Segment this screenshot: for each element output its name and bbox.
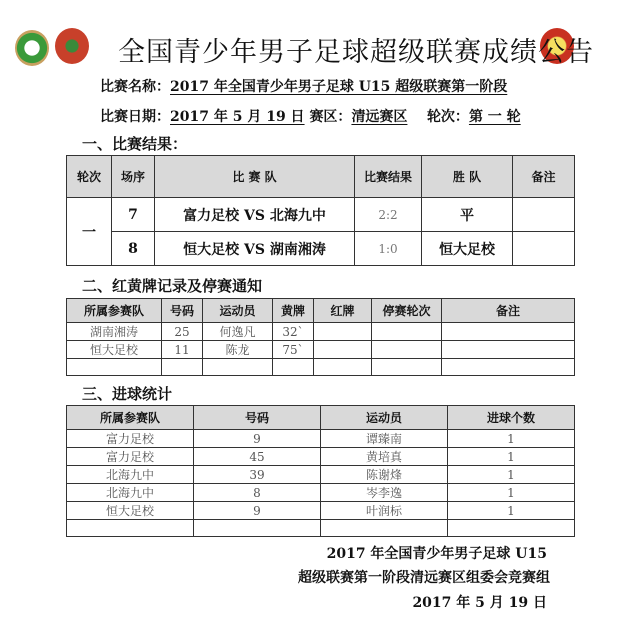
cell: 8: [112, 232, 155, 266]
table-row: [67, 323, 575, 341]
header-cell: 号码: [194, 406, 321, 430]
header-cell: 停赛轮次: [372, 299, 442, 323]
table-row: [67, 484, 575, 502]
page-title: 全国青少年男子足球超级联赛成绩公告: [118, 37, 594, 68]
round-cell: 一: [67, 198, 112, 266]
results-table: [66, 155, 575, 266]
cell: 1: [448, 466, 575, 484]
cell: [194, 520, 321, 537]
cell: [314, 323, 372, 341]
header-cell: 号码: [162, 299, 203, 323]
cell: 1: [448, 430, 575, 448]
cell: [273, 359, 314, 376]
cell: 叶润标: [321, 502, 448, 520]
cell: 75`: [273, 341, 314, 359]
cell: [314, 341, 372, 359]
cards-table: [66, 298, 575, 376]
section2-title: 二、红黄牌记录及停赛通知: [82, 277, 263, 295]
cell: 9: [194, 430, 321, 448]
header-cell: 运动员: [321, 406, 448, 430]
table-row: [67, 466, 575, 484]
date-value: 2017 年 5 月 19 日: [170, 109, 305, 125]
round-label: 轮次：: [426, 109, 469, 125]
cell: 9: [194, 502, 321, 520]
cell: 何逸凡: [203, 323, 273, 341]
header-cell: 备注: [513, 156, 575, 198]
cell: 谭臻南: [321, 430, 448, 448]
cell: 湖南湘涛: [67, 323, 162, 341]
cell: 平: [422, 198, 513, 232]
cell: [67, 520, 194, 537]
cell: [162, 359, 203, 376]
match-name-line: [100, 76, 507, 96]
table-row: [67, 198, 575, 232]
table-header-row: [67, 156, 575, 198]
header-cell: 所属参赛队: [67, 406, 194, 430]
header-cell: 所属参赛队: [67, 299, 162, 323]
cell: 陈龙: [203, 341, 273, 359]
table-row: [67, 520, 575, 537]
header-cell: 运动员: [203, 299, 273, 323]
cell: 北海九中: [67, 466, 194, 484]
header-cell: 比赛结果: [355, 156, 422, 198]
section3-title: 三、进球统计: [82, 385, 173, 403]
cell: [442, 341, 575, 359]
cell: 1: [448, 448, 575, 466]
round-value: 第 一 轮: [468, 109, 521, 125]
cell: 7: [112, 198, 155, 232]
cell: 1: [448, 484, 575, 502]
section1-title: 一、比赛结果：: [82, 135, 188, 153]
header-cell: 比 赛 队: [155, 156, 355, 198]
footer-line-1: 2017 年全国青少年男子足球 U15: [326, 546, 547, 562]
cell: [513, 198, 575, 232]
cell: 8: [194, 484, 321, 502]
header-cell: 红牌: [314, 299, 372, 323]
header-cell: 进球个数: [448, 406, 575, 430]
cell: 45: [194, 448, 321, 466]
league-logo-icon: [55, 28, 89, 64]
table-row: [67, 430, 575, 448]
cell: [314, 359, 372, 376]
cell: 黄培真: [321, 448, 448, 466]
cell: 11: [162, 341, 203, 359]
cell: [203, 359, 273, 376]
cell: 恒大足校 VS 湖南湘涛: [155, 232, 355, 266]
table-row: [67, 341, 575, 359]
cell: 岑李逸: [321, 484, 448, 502]
table-header-row: [67, 406, 575, 430]
cell: 恒大足校: [67, 502, 194, 520]
cell: 2:2: [355, 198, 422, 232]
cell: [448, 520, 575, 537]
cfa-youth-logo-icon: [15, 30, 49, 66]
cell: 恒大足校: [422, 232, 513, 266]
goals-table: [66, 405, 575, 537]
match-date-line: [100, 106, 521, 126]
cell: 1: [448, 502, 575, 520]
cell: [321, 520, 448, 537]
cell: 恒大足校: [67, 341, 162, 359]
match-name-label: 比赛名称：: [100, 79, 170, 95]
header-cell: 黄牌: [273, 299, 314, 323]
cell: [442, 323, 575, 341]
zone-value: 清远赛区: [351, 109, 408, 125]
zone-label: 赛区：: [309, 109, 352, 125]
cell: 1:0: [355, 232, 422, 266]
header-cell: 胜 队: [422, 156, 513, 198]
table-row: [67, 502, 575, 520]
cell: [513, 232, 575, 266]
cell: 39: [194, 466, 321, 484]
cell: 25: [162, 323, 203, 341]
cell: [372, 359, 442, 376]
match-name-value: 2017 年全国青少年男子足球 U15 超级联赛第一阶段: [170, 79, 508, 95]
cell: 富力足校: [67, 448, 194, 466]
cell: [67, 359, 162, 376]
cell: [372, 341, 442, 359]
cell: 北海九中: [67, 484, 194, 502]
table-row: [67, 359, 575, 376]
cell: 富力足校: [67, 430, 194, 448]
table-row: [67, 448, 575, 466]
table-row: [67, 232, 575, 266]
header-cell: 备注: [442, 299, 575, 323]
cell: 32`: [273, 323, 314, 341]
footer-date: 2017 年 5 月 19 日: [412, 595, 547, 611]
cell: 富力足校 VS 北海九中: [155, 198, 355, 232]
cell: 陈谢烽: [321, 466, 448, 484]
table-header-row: [67, 299, 575, 323]
cell: [442, 359, 575, 376]
footer-line-2: 超级联赛第一阶段清远赛区组委会竞赛组: [298, 570, 550, 586]
header-cell: 场序: [112, 156, 155, 198]
date-label: 比赛日期：: [100, 109, 170, 125]
cell: [372, 323, 442, 341]
header-cell: 轮次: [67, 156, 112, 198]
